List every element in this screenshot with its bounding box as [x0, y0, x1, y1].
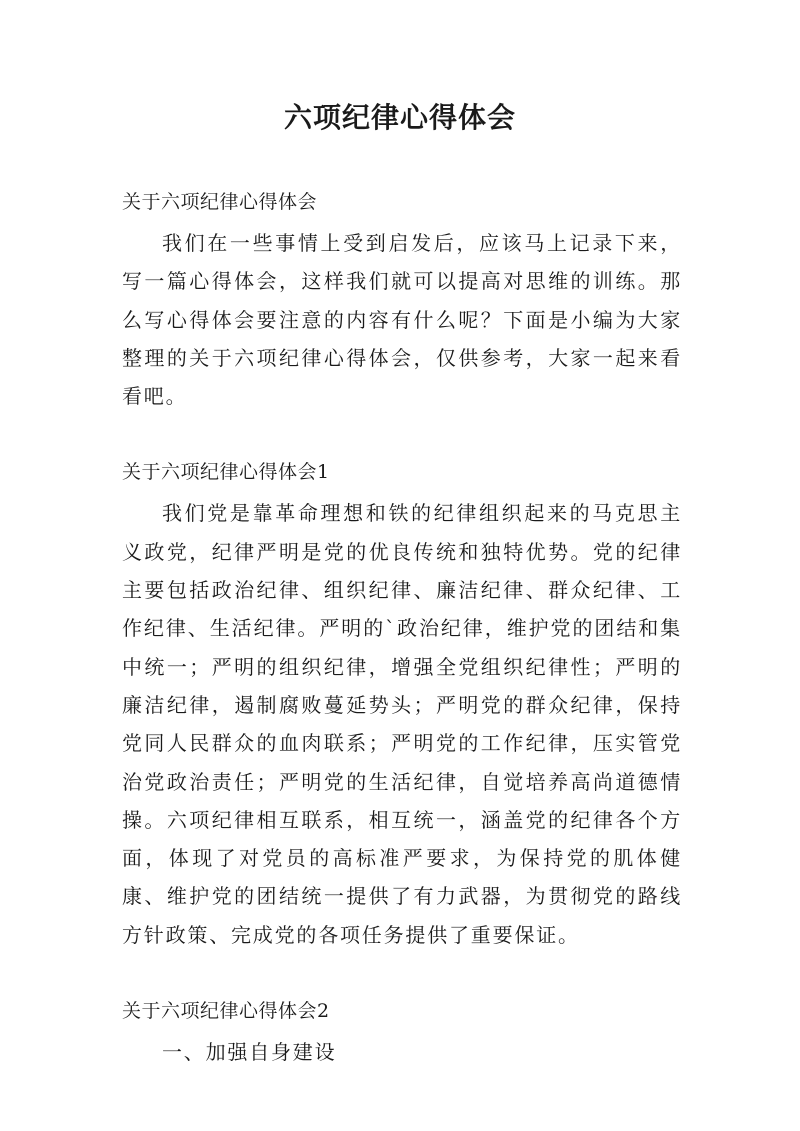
section-1-paragraph: 我们党是靠革命理想和铁的纪律组织起来的马克思主义政党，纪律严明是党的优良传统和独特优势。党的纪律主要包括政治纪律、组织纪律、廉洁纪律、群众纪律、工作纪律、生活纪律。严明的`政治纪律，维护党的团结和集中统一；严明的组织纪律，增强全党组织纪律性；严明的廉洁纪律，遏制腐败蔓延势头；严明党的群众纪律，保持党同人民群众的血肉联系；严明党的工作纪律，压实管党治党政治责任；严明党的生活纪律，自觉培养高尚道德情操。六项纪律相互联系，相互统一，涵盖党的纪律各个方面，体现了对党员的高标准严要求，为保持党的肌体健康、维护党的团结统一提供了有力武器，为贯彻党的路线方针政策、完成党的各项任务提供了重要保证。: [122, 501, 682, 947]
intro-paragraph: 我们在一些事情上受到启发后，应该马上记录下来，写一篇心得体会，这样我们就可以提高对思维的训练。那么写心得体会要注意的内容有什么呢？下面是小编为大家整理的关于六项纪律心得体会，仅供参考，大家一起来看看吧。: [122, 231, 682, 409]
intro-heading: 关于六项纪律心得体会: [122, 191, 318, 213]
section-1-heading: 关于六项纪律心得体会1: [122, 461, 330, 484]
section-2-heading: 关于六项纪律心得体会2: [122, 1000, 330, 1023]
section-2-paragraph: 一、加强自身建设: [162, 1040, 337, 1065]
document-title: 六项纪律心得体会: [283, 101, 516, 134]
document-body: [122, 188, 682, 1071]
